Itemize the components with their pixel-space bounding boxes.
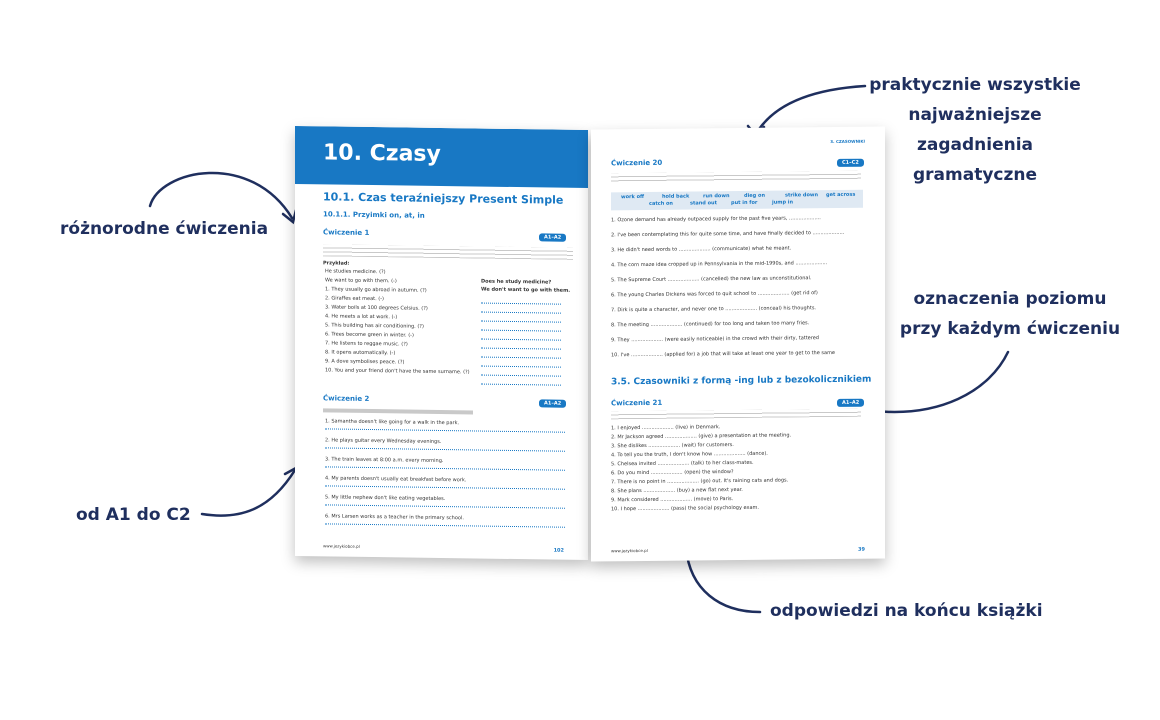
exercise-20-title: Ćwiczenie 20 [611, 158, 663, 168]
callout-answers: odpowiedzi na końcu książki [770, 601, 1043, 621]
exercise-item: 5. Chelsea invited .................... (talk) to her class-mates. [611, 459, 754, 468]
exercise-item: 4. The corn maze idea cropped up in Pennsylvania in the mid-1990s, and .................... [611, 260, 828, 269]
exercise-item: 1. They usually go abroad in autumn. (?) [325, 286, 427, 294]
exercise-item: 10. You and your friend don't have the same surname. (?) [325, 367, 470, 376]
exercise-2-title: Ćwiczenie 2 [323, 394, 370, 403]
footer-url: www.jezykiobce.pl [611, 547, 648, 554]
phrasal-verb: run down [703, 193, 730, 200]
section-title: 3.5. Czasowniki z formą -ing lub z bezokolicznikiem [611, 374, 872, 388]
exercise-1-title: Ćwiczenie 1 [323, 228, 370, 237]
answer-line[interactable] [325, 428, 565, 432]
arrow-right [866, 352, 1008, 412]
level-badge: A1–A2 [539, 399, 566, 407]
exercise-item: 2. I've been contemplating this for quite some time, and have finally decided to .................... [611, 229, 845, 239]
right-page [591, 126, 885, 561]
exercise-item: 9. They .................... (were easily noticeable) in the crowd with their dirty, tattered [611, 335, 819, 344]
exercise-item: 6. Do you mind .................... (open) the window? [611, 469, 734, 477]
answer-line[interactable] [481, 348, 561, 350]
level-badge: C1–C2 [837, 159, 864, 167]
instruction-text [611, 171, 861, 184]
exercise-item: 7. There is no point in .................... (go) out. It's raining cats and dogs. [611, 477, 789, 486]
chapter-title: 10. Czasy [323, 140, 441, 167]
exercise-item: 3. He didn't need words to .................... (communicate) what he meant. [611, 245, 792, 254]
exercise-item: 2. Mr Jackson agreed .................... (give) a presentation at the meeting. [611, 432, 792, 441]
answer-line[interactable] [481, 312, 561, 314]
exercise-item: 9. A dove symbolises peace. (?) [325, 358, 405, 366]
exercise-item: 5. The Supreme Court .................... (cancelled) the new law as unconstitutional. [611, 275, 812, 284]
exercise-item: 5. This building has air conditioning. (?) [325, 322, 424, 330]
exercise-item: 4. He meets a lot at work. (-) [325, 313, 398, 321]
instruction-text [323, 408, 473, 414]
exercise-item: He studies medicine. (?) [325, 268, 386, 276]
exercise-item: 2. Giraffes eat meat. (-) [325, 295, 385, 303]
answer-line[interactable] [325, 523, 565, 527]
callout-levels-range: od A1 do C2 [76, 505, 191, 525]
subsection-title: 10.1.1. Przyimki on, at, in [323, 210, 425, 220]
phrasal-verb: work off [621, 193, 645, 201]
instruction-text [611, 409, 861, 420]
callout-level-marks: oznaczenia poziomu przy każdym ćwiczeniu [899, 289, 1121, 339]
answer-example: Does he study medicine? [481, 278, 552, 286]
phrasal-verb: jump in [772, 199, 794, 206]
instruction-text [323, 244, 573, 259]
running-head: 3. CZASOWNIKI [830, 138, 865, 145]
phrasal-verb: put in for [731, 199, 758, 207]
arrow-left [150, 173, 292, 218]
answer-line[interactable] [481, 339, 561, 341]
example-label: Przykład: [323, 260, 350, 267]
exercise-item: We want to go with them. (-) [325, 277, 397, 285]
answer-example: We don't want to go with them. [481, 286, 571, 294]
answer-line[interactable] [325, 466, 565, 470]
exercise-item: 7. He listens to reggae music. (?) [325, 340, 408, 348]
exercise-item: 3. She dislikes .................... (wait) for customers. [611, 442, 734, 450]
exercise-item: 10. I hope .................... (pass) the social psychology exam. [611, 504, 759, 513]
exercise-item: 3. The train leaves at 8:00 a.m. every morning. [325, 456, 444, 465]
exercise-item: 3. Water boils at 100 degrees Celsius. (?) [325, 304, 428, 312]
answer-line[interactable] [481, 375, 561, 377]
footer-url: www.jezykiobce.pl [323, 543, 360, 549]
exercise-item: 8. The meeting .................... (continued) for too long and taken too many fries. [611, 320, 810, 329]
phrasal-verb: hold back [662, 193, 690, 200]
phrasal-verb: strike down [785, 192, 819, 199]
answer-line[interactable] [481, 321, 561, 323]
chapter-header [295, 126, 588, 188]
exercise-item: 6. The young Charles Dickens was forced to quit school to .................... (get rid of) [611, 290, 818, 299]
answer-line[interactable] [325, 485, 565, 489]
callout-grammar-topics: praktycznie wszystkie najważniejsze zagadnienia gramatyczne [869, 75, 1081, 185]
exercise-item: 4. My parents doesn't usually eat breakfast before work. [325, 475, 467, 484]
page-number: 39 [858, 546, 865, 553]
level-badge: A1–A2 [837, 399, 864, 407]
exercise-item: 6. Trees become green in winter. (-) [325, 331, 414, 339]
left-page [295, 126, 588, 560]
exercise-item: 5. My little nephew don't like eating vegetables. [325, 494, 446, 503]
exercise-item: 1. Ozone demand has already outpaced supply for the past five years, .................... [611, 215, 821, 224]
exercise-21-title: Ćwiczenie 21 [611, 398, 663, 408]
exercise-item: 2. He plays guitar every Wednesday evenings. [325, 437, 442, 445]
answer-line[interactable] [481, 330, 561, 332]
level-badge: A1–A2 [539, 233, 566, 241]
exercise-item: 4. To tell you the truth, I don't know how .................... (dance). [611, 450, 768, 459]
phrasal-verb: catch on [649, 200, 673, 207]
exercise-item: 6. Mrs Larsen works as a teacher in the primary school. [325, 513, 464, 522]
exercise-item: 9. Mark considered .................... (move) to Paris. [611, 496, 734, 504]
exercise-item: 8. She plans .................... (buy) a new flat next year. [611, 486, 743, 495]
page-number: 102 [553, 547, 564, 554]
phrasal-verb: dieg on [744, 192, 765, 199]
exercise-item: 7. Dirk is quite a character, and never one to .................... (conceal) his thoughts. [611, 305, 817, 314]
answer-line[interactable] [325, 447, 565, 451]
phrasal-verb: stand out [690, 200, 718, 207]
phrasal-verbs-box [611, 190, 863, 211]
answer-line[interactable] [481, 357, 561, 359]
exercise-item: 1. Samantha doesn't like going for a walk in the park. [325, 418, 460, 427]
answer-line[interactable] [481, 303, 561, 305]
answer-line[interactable] [325, 504, 565, 508]
callout-exercises: różnorodne ćwiczenia [60, 219, 269, 239]
open-book [295, 128, 885, 560]
section-title: 10.1. Czas teraźniejszy Present Simple [323, 190, 564, 207]
exercise-item: 8. It opens automatically. (-) [325, 349, 396, 357]
phrasal-verb: get across [826, 191, 856, 199]
exercise-item: 10. I've .................... (applied for) a job that will take at least one year to get to the same [611, 349, 836, 359]
answer-line[interactable] [481, 384, 561, 386]
answer-line[interactable] [481, 366, 561, 368]
exercise-item: 1. I enjoyed .................... (live) in Denmark. [611, 424, 721, 432]
arrow-bl [202, 470, 295, 516]
